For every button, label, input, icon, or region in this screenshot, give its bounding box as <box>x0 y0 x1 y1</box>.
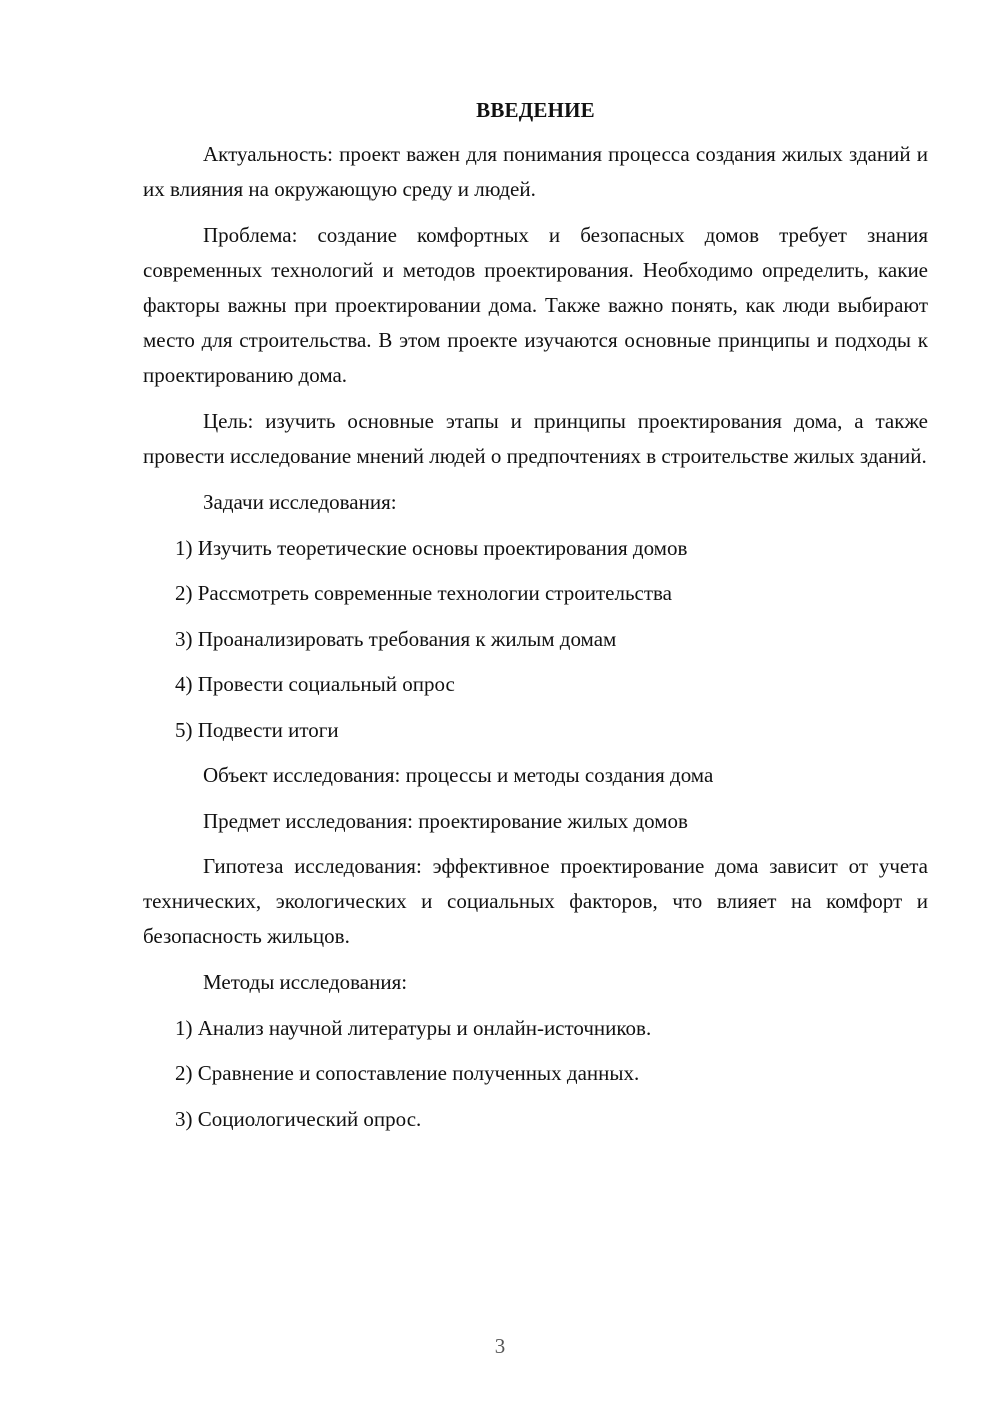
document-page <box>143 95 928 1147</box>
research-subject: Предмет исследования: проектирование жилых домов <box>203 808 688 833</box>
problem-paragraph: Проблема: создание комфортных и безопасных домов требует знания современных технологий и методов проектирования. Необходимо определить, какие факторы важны при проектировании дома. Также важно понять, как люди выбирают место для строительства. В этом проекте изучаются основные принципы и подходы к проектированию дома. <box>143 223 928 387</box>
tasks-heading: Задачи исследования: <box>203 490 397 514</box>
goal-paragraph: Цель: изучить основные этапы и принципы проектирования дома, а также провести исследование мнений людей о предпочтениях в строительстве жилых зданий. <box>143 409 928 468</box>
method-item: 2) Сравнение и сопоставление полученных данных. <box>175 1061 640 1085</box>
task-item: 2) Рассмотреть современные технологии строительства <box>175 581 672 605</box>
research-object: Объект исследования: процессы и методы создания дома <box>203 763 714 787</box>
method-item: 3) Социологический опрос. <box>175 1106 422 1131</box>
task-item: 5) Подвести итоги <box>175 717 339 742</box>
section-title: ВВЕДЕНИЕ <box>476 98 595 122</box>
hypothesis-paragraph: Гипотеза исследования: эффективное проектирование дома зависит от учета технических, экологических и социальных факторов, что влияет на комфорт и безопасность жильцов. <box>143 854 928 948</box>
relevance-paragraph: Актуальность: проект важен для понимания процесса создания жилых зданий и их влияния на окружающую среду и людей. <box>143 142 928 201</box>
methods-heading: Методы исследования: <box>203 970 408 994</box>
task-item: 3) Проанализировать требования к жилым домам <box>175 626 617 651</box>
task-item: 4) Провести социальный опрос <box>175 672 455 696</box>
method-item: 1) Анализ научной литературы и онлайн-источников. <box>175 1015 652 1040</box>
page-number: 3 <box>494 1334 506 1358</box>
task-item: 1) Изучить теоретические основы проектирования домов <box>175 535 688 560</box>
